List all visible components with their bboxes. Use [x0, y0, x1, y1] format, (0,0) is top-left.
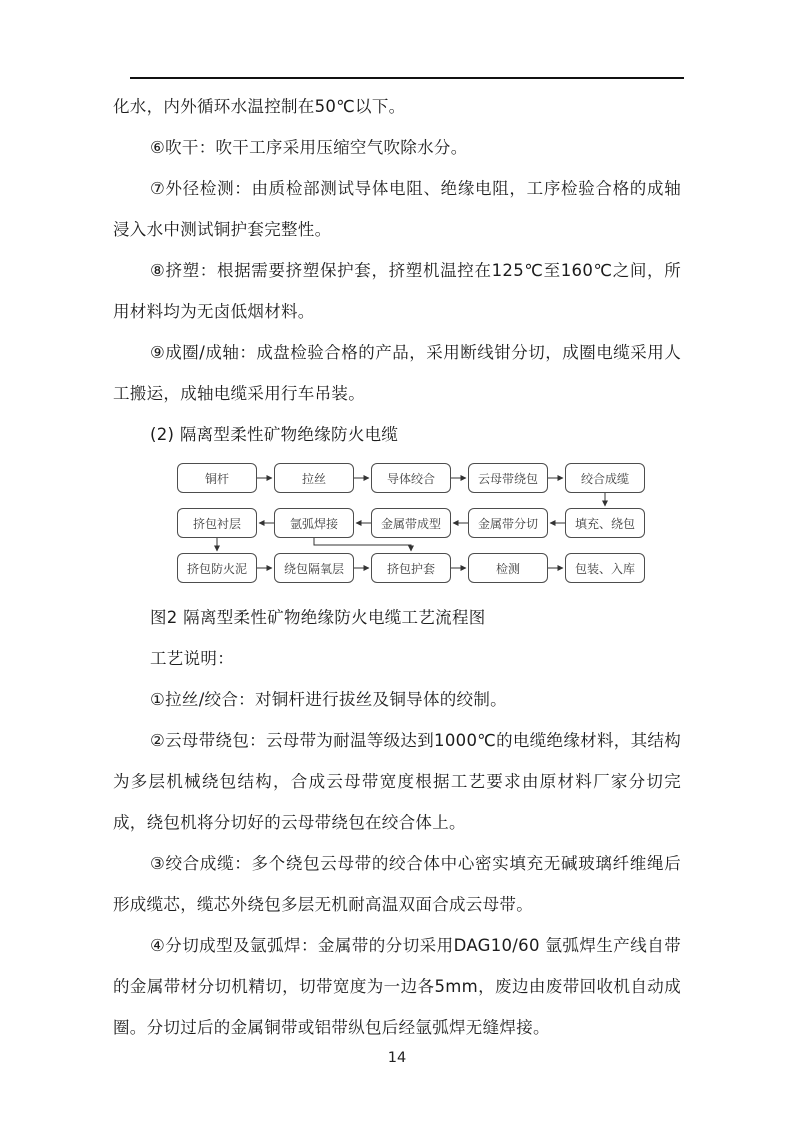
- figure-caption: 图2 隔离型柔性矿物绝缘防火电缆工艺流程图: [150, 608, 486, 627]
- flowchart-box: 绕包隔氧层: [274, 553, 354, 583]
- header-rule: [130, 77, 684, 79]
- paragraph: ⑧挤塑：根据需要挤塑保护套，挤塑机温控在125℃至160℃之间，所用材料均为无卤低烟材料。: [113, 261, 681, 321]
- flowchart-box: 检测: [468, 553, 548, 583]
- figure-flowchart: [177, 463, 645, 583]
- page-number: 14: [387, 1050, 407, 1066]
- flowchart-box: 挤包防火泥: [177, 553, 257, 583]
- paragraph: ③绞合成缆：多个绕包云母带的绞合体中心密实填充无碱玻璃纤维绳后形成缆芯，缆芯外绕包多层无机耐高温双面合成云母带。: [113, 854, 681, 914]
- paragraphs-top: [113, 86, 681, 455]
- flowchart-box: 云母带绕包: [468, 463, 548, 493]
- paragraph: ⑥吹干：吹干工序采用压缩空气吹除水分。: [150, 138, 468, 157]
- flowchart-box: 氩弧焊接: [274, 508, 354, 538]
- flowchart-box: 拉丝: [274, 463, 354, 493]
- flowchart-box: 金属带成型: [371, 508, 451, 538]
- flowchart-box: 包装、入库: [565, 553, 645, 583]
- flowchart-box: 挤包护套: [371, 553, 451, 583]
- flowchart-box: 铜杆: [177, 463, 257, 493]
- paragraph: (2) 隔离型柔性矿物绝缘防火电缆: [150, 425, 399, 444]
- paragraph: ①拉丝/绞合：对铜杆进行拔丝及铜导体的绞制。: [150, 690, 507, 709]
- flowchart-box: 导体绞合: [371, 463, 451, 493]
- paragraph: ②云母带绕包：云母带为耐温等级达到1000℃的电缆绝缘材料，其结构为多层机械绕包结构，合成云母带宽度根据工艺要求由原材料厂家分切完成，绕包机将分切好的云母带绕包在绞合体上。: [113, 731, 681, 832]
- flowchart-box: 填充、绕包: [565, 508, 645, 538]
- flowchart-box: 绞合成缆: [565, 463, 645, 493]
- page-content: [113, 86, 681, 1048]
- paragraph: ⑦外径检测：由质检部测试导体电阻、绝缘电阻，工序检验合格的成轴浸入水中测试铜护套完整性。: [113, 179, 681, 239]
- flowchart-box: 挤包衬层: [177, 508, 257, 538]
- flowchart-box: 金属带分切: [468, 508, 548, 538]
- paragraph: 工艺说明：: [150, 649, 234, 668]
- paragraph: 化水，内外循环水温控制在50℃以下。: [113, 97, 406, 116]
- paragraph: ④分切成型及氩弧焊：金属带的分切采用DAG10/60 氩弧焊生产线自带的金属带材分切机精切，切带宽度为一边各5mm，废边由废带回收机自动成圈。分切过后的金属铜带或铝带纵包后经氩弧焊无缝焊接。: [113, 936, 681, 1037]
- paragraphs-bottom: [113, 638, 681, 1048]
- paragraph: ⑨成圈/成轴：成盘检验合格的产品，采用断线钳分切，成圈电缆采用人工搬运，成轴电缆采用行车吊装。: [113, 343, 681, 403]
